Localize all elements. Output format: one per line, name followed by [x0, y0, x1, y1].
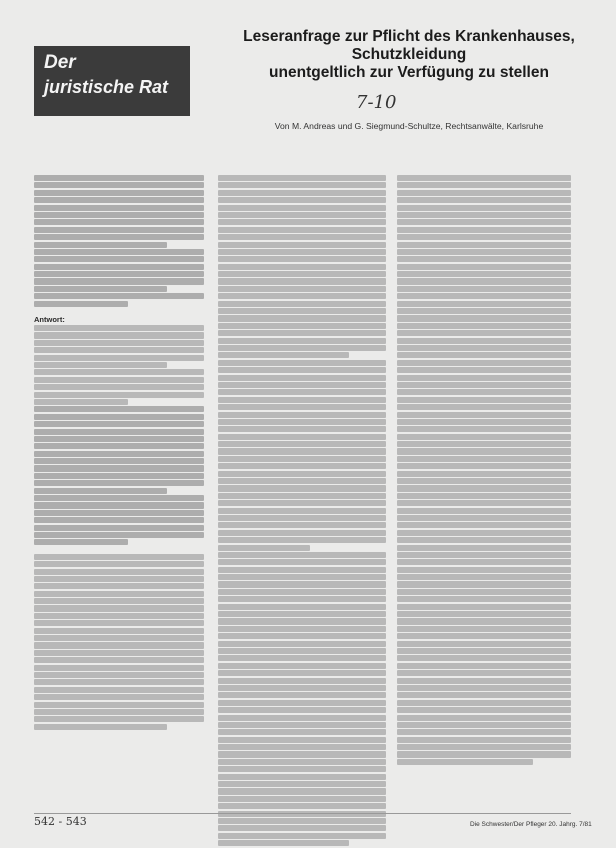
text-line — [218, 825, 386, 831]
text-line — [397, 559, 571, 565]
rubric-line-1: Der — [44, 52, 76, 73]
text-column-3 — [397, 175, 571, 766]
text-line — [34, 480, 204, 486]
text-line — [34, 561, 204, 567]
text-line — [397, 611, 571, 617]
answer-heading: Antwort: — [34, 315, 65, 325]
text-line — [218, 360, 386, 366]
text-line — [397, 567, 571, 573]
text-line — [34, 219, 204, 225]
text-line — [397, 197, 571, 203]
text-line — [397, 655, 571, 661]
text-line — [34, 635, 204, 641]
text-line — [397, 471, 571, 477]
text-line — [218, 685, 386, 691]
text-line — [397, 278, 571, 284]
text-line — [397, 175, 571, 181]
text-line — [218, 545, 310, 551]
text-line — [397, 367, 571, 373]
text-line — [34, 650, 204, 656]
text-line — [34, 702, 204, 708]
text-line — [397, 404, 571, 410]
text-line — [34, 362, 167, 368]
text-line — [397, 448, 571, 454]
text-line — [218, 700, 386, 706]
text-line — [34, 325, 204, 331]
text-line — [397, 182, 571, 188]
text-line — [397, 382, 571, 388]
text-line — [218, 515, 386, 521]
text-line — [397, 604, 571, 610]
text-line — [34, 642, 204, 648]
text-line — [218, 744, 386, 750]
rubric-line-2: juristische Rat — [44, 77, 169, 97]
text-line — [218, 485, 386, 491]
text-line — [218, 655, 386, 661]
text-line — [218, 641, 386, 647]
text-line — [218, 352, 349, 358]
text-line — [218, 338, 386, 344]
text-line — [218, 175, 386, 181]
text-line — [218, 293, 386, 299]
text-line — [34, 502, 204, 508]
article-authors: Von M. Andreas und G. Siegmund-Schultze, Rechtsanwälte, Karlsruhe — [274, 121, 544, 131]
text-line — [34, 205, 204, 211]
text-line — [218, 840, 349, 846]
text-line — [34, 332, 204, 338]
text-line — [397, 293, 571, 299]
text-line — [34, 620, 204, 626]
text-line — [34, 672, 204, 678]
text-line — [34, 286, 167, 292]
paragraph-gap — [34, 308, 204, 315]
text-line — [397, 633, 571, 639]
text-line — [397, 530, 571, 536]
text-line — [397, 552, 571, 558]
text-line — [218, 500, 386, 506]
text-line — [218, 803, 386, 809]
text-line — [218, 715, 386, 721]
text-line — [218, 441, 386, 447]
text-line — [397, 663, 571, 669]
text-line — [34, 583, 204, 589]
text-line — [218, 375, 386, 381]
text-line — [218, 471, 386, 477]
title-line-3: unentgeltlich zur Verfügung zu stellen — [269, 64, 549, 81]
text-line — [34, 175, 204, 181]
text-line — [397, 589, 571, 595]
text-line — [218, 426, 386, 432]
text-line — [397, 545, 571, 551]
footer-rule — [34, 813, 571, 814]
text-line — [218, 456, 386, 462]
text-line — [218, 286, 386, 292]
text-line — [218, 197, 386, 203]
text-line — [218, 242, 386, 248]
text-line — [34, 340, 204, 346]
text-line — [397, 426, 571, 432]
text-line — [397, 212, 571, 218]
text-line — [34, 443, 204, 449]
text-line — [397, 389, 571, 395]
text-line — [397, 692, 571, 698]
text-line — [397, 375, 571, 381]
text-line — [218, 463, 386, 469]
text-line — [397, 707, 571, 713]
text-line — [34, 429, 204, 435]
text-line — [34, 242, 167, 248]
text-line — [397, 242, 571, 248]
text-line — [218, 626, 386, 632]
text-line — [397, 397, 571, 403]
text-line — [34, 406, 204, 412]
text-line — [218, 448, 386, 454]
text-line — [218, 397, 386, 403]
text-line — [397, 715, 571, 721]
text-line — [34, 249, 204, 255]
text-line — [34, 347, 204, 353]
paragraph-gap — [34, 547, 204, 554]
text-line — [218, 419, 386, 425]
text-line — [34, 488, 167, 494]
text-line — [218, 589, 386, 595]
text-line — [218, 256, 386, 262]
text-line — [34, 369, 204, 375]
text-line — [34, 377, 204, 383]
text-line — [218, 648, 386, 654]
text-line — [218, 729, 386, 735]
text-line — [218, 633, 386, 639]
text-line — [34, 716, 204, 722]
text-line — [218, 367, 386, 373]
text-line — [397, 345, 571, 351]
text-line — [218, 315, 386, 321]
text-line — [397, 729, 571, 735]
journal-footer: Die Schwester/Der Pfleger 20. Jahrg. 7/81 — [470, 821, 592, 828]
text-line — [218, 678, 386, 684]
text-line — [34, 724, 167, 730]
text-line — [218, 759, 386, 765]
text-line — [34, 465, 204, 471]
text-line — [218, 434, 386, 440]
text-line — [34, 598, 204, 604]
text-line — [218, 404, 386, 410]
text-line — [397, 249, 571, 255]
text-line — [218, 707, 386, 713]
text-line — [397, 641, 571, 647]
text-line — [34, 495, 204, 501]
text-line — [397, 626, 571, 632]
text-line — [397, 759, 533, 765]
text-line — [397, 330, 571, 336]
text-line — [397, 271, 571, 277]
text-line — [34, 293, 204, 299]
text-line — [218, 796, 386, 802]
text-line — [218, 301, 386, 307]
text-line — [34, 605, 204, 611]
text-line — [218, 389, 386, 395]
text-line — [218, 382, 386, 388]
text-line — [218, 227, 386, 233]
text-line — [34, 709, 204, 715]
text-line — [397, 286, 571, 292]
text-line — [218, 818, 386, 824]
text-line — [34, 414, 204, 420]
text-line — [218, 330, 386, 336]
text-line — [218, 611, 386, 617]
text-line — [397, 190, 571, 196]
text-line — [397, 227, 571, 233]
text-line — [397, 700, 571, 706]
text-line — [218, 271, 386, 277]
text-line — [218, 493, 386, 499]
text-line — [397, 264, 571, 270]
text-line — [218, 670, 386, 676]
text-line — [218, 781, 386, 787]
text-line — [34, 554, 204, 560]
text-line — [397, 234, 571, 240]
text-line — [34, 539, 128, 545]
text-line — [218, 249, 386, 255]
text-line — [34, 510, 204, 516]
text-line — [34, 256, 204, 262]
text-line — [34, 576, 204, 582]
text-line — [34, 234, 204, 240]
text-line — [397, 500, 571, 506]
text-line — [218, 604, 386, 610]
text-line — [34, 190, 204, 196]
text-line — [397, 722, 571, 728]
text-line — [34, 451, 204, 457]
text-line — [397, 574, 571, 580]
text-line — [397, 537, 571, 543]
text-line — [218, 618, 386, 624]
text-line — [218, 530, 386, 536]
text-line — [397, 441, 571, 447]
text-line — [34, 569, 204, 575]
text-line — [218, 552, 386, 558]
text-line — [397, 744, 571, 750]
text-line — [397, 678, 571, 684]
text-line — [34, 665, 204, 671]
text-line — [397, 485, 571, 491]
text-line — [397, 493, 571, 499]
text-line — [34, 525, 204, 531]
text-line — [218, 574, 386, 580]
text-line — [397, 456, 571, 462]
text-line — [218, 522, 386, 528]
text-line — [34, 687, 204, 693]
text-line — [34, 613, 204, 619]
text-line — [34, 436, 204, 442]
text-line — [34, 421, 204, 427]
text-line — [34, 517, 204, 523]
text-line — [34, 392, 204, 398]
text-line — [218, 234, 386, 240]
text-line — [218, 278, 386, 284]
handwritten-note: 7-10 — [356, 92, 397, 113]
text-line — [397, 670, 571, 676]
text-line — [218, 182, 386, 188]
text-line — [397, 308, 571, 314]
text-line — [34, 264, 204, 270]
text-line — [397, 515, 571, 521]
text-line — [397, 522, 571, 528]
text-line — [218, 537, 386, 543]
text-line — [397, 360, 571, 366]
text-line — [218, 264, 386, 270]
text-line — [397, 463, 571, 469]
text-line — [34, 532, 204, 538]
text-line — [218, 190, 386, 196]
text-line — [397, 338, 571, 344]
text-line — [218, 833, 386, 839]
text-line — [218, 323, 386, 329]
text-line — [218, 567, 386, 573]
text-line — [34, 694, 204, 700]
text-line — [218, 412, 386, 418]
text-line — [34, 628, 204, 634]
text-line — [397, 751, 571, 757]
text-line — [34, 197, 204, 203]
text-line — [218, 478, 386, 484]
text-line — [397, 581, 571, 587]
text-line — [34, 182, 204, 188]
text-line — [218, 692, 386, 698]
text-line — [218, 766, 386, 772]
text-line — [34, 301, 128, 307]
text-line — [397, 596, 571, 602]
text-line — [397, 419, 571, 425]
text-line — [218, 559, 386, 565]
text-line — [34, 384, 204, 390]
text-line — [34, 355, 204, 361]
text-line — [218, 219, 386, 225]
text-line — [397, 219, 571, 225]
title-line-1: Leseranfrage zur Pflicht des Krankenhauses, — [243, 28, 575, 45]
text-line — [34, 473, 204, 479]
text-line — [34, 679, 204, 685]
text-line — [397, 508, 571, 514]
page-number: 542 - 543 — [34, 815, 87, 828]
text-line — [218, 774, 386, 780]
text-line — [34, 278, 204, 284]
rubric-box — [34, 46, 190, 116]
text-line — [397, 648, 571, 654]
text-column-2 — [218, 175, 386, 848]
text-line — [34, 458, 204, 464]
text-column-1 — [34, 175, 204, 731]
title-line-2: Schutzkleidung — [351, 46, 467, 63]
text-line — [218, 508, 386, 514]
text-line — [397, 315, 571, 321]
text-line — [397, 737, 571, 743]
text-line — [34, 212, 204, 218]
text-line — [397, 205, 571, 211]
text-line — [34, 399, 128, 405]
text-line — [34, 591, 204, 597]
text-line — [218, 581, 386, 587]
text-line — [397, 301, 571, 307]
text-line — [218, 788, 386, 794]
text-line — [397, 323, 571, 329]
text-line — [218, 212, 386, 218]
text-line — [34, 227, 204, 233]
text-line — [218, 308, 386, 314]
text-line — [397, 412, 571, 418]
article-title — [218, 28, 600, 82]
text-line — [397, 478, 571, 484]
text-line — [218, 205, 386, 211]
text-line — [218, 722, 386, 728]
text-line — [34, 271, 204, 277]
text-line — [397, 434, 571, 440]
text-line — [34, 657, 204, 663]
text-line — [397, 618, 571, 624]
text-line — [218, 751, 386, 757]
text-line — [218, 596, 386, 602]
text-line — [397, 256, 571, 262]
text-line — [218, 345, 386, 351]
text-line — [397, 685, 571, 691]
text-line — [218, 737, 386, 743]
text-line — [397, 352, 571, 358]
text-line — [218, 663, 386, 669]
